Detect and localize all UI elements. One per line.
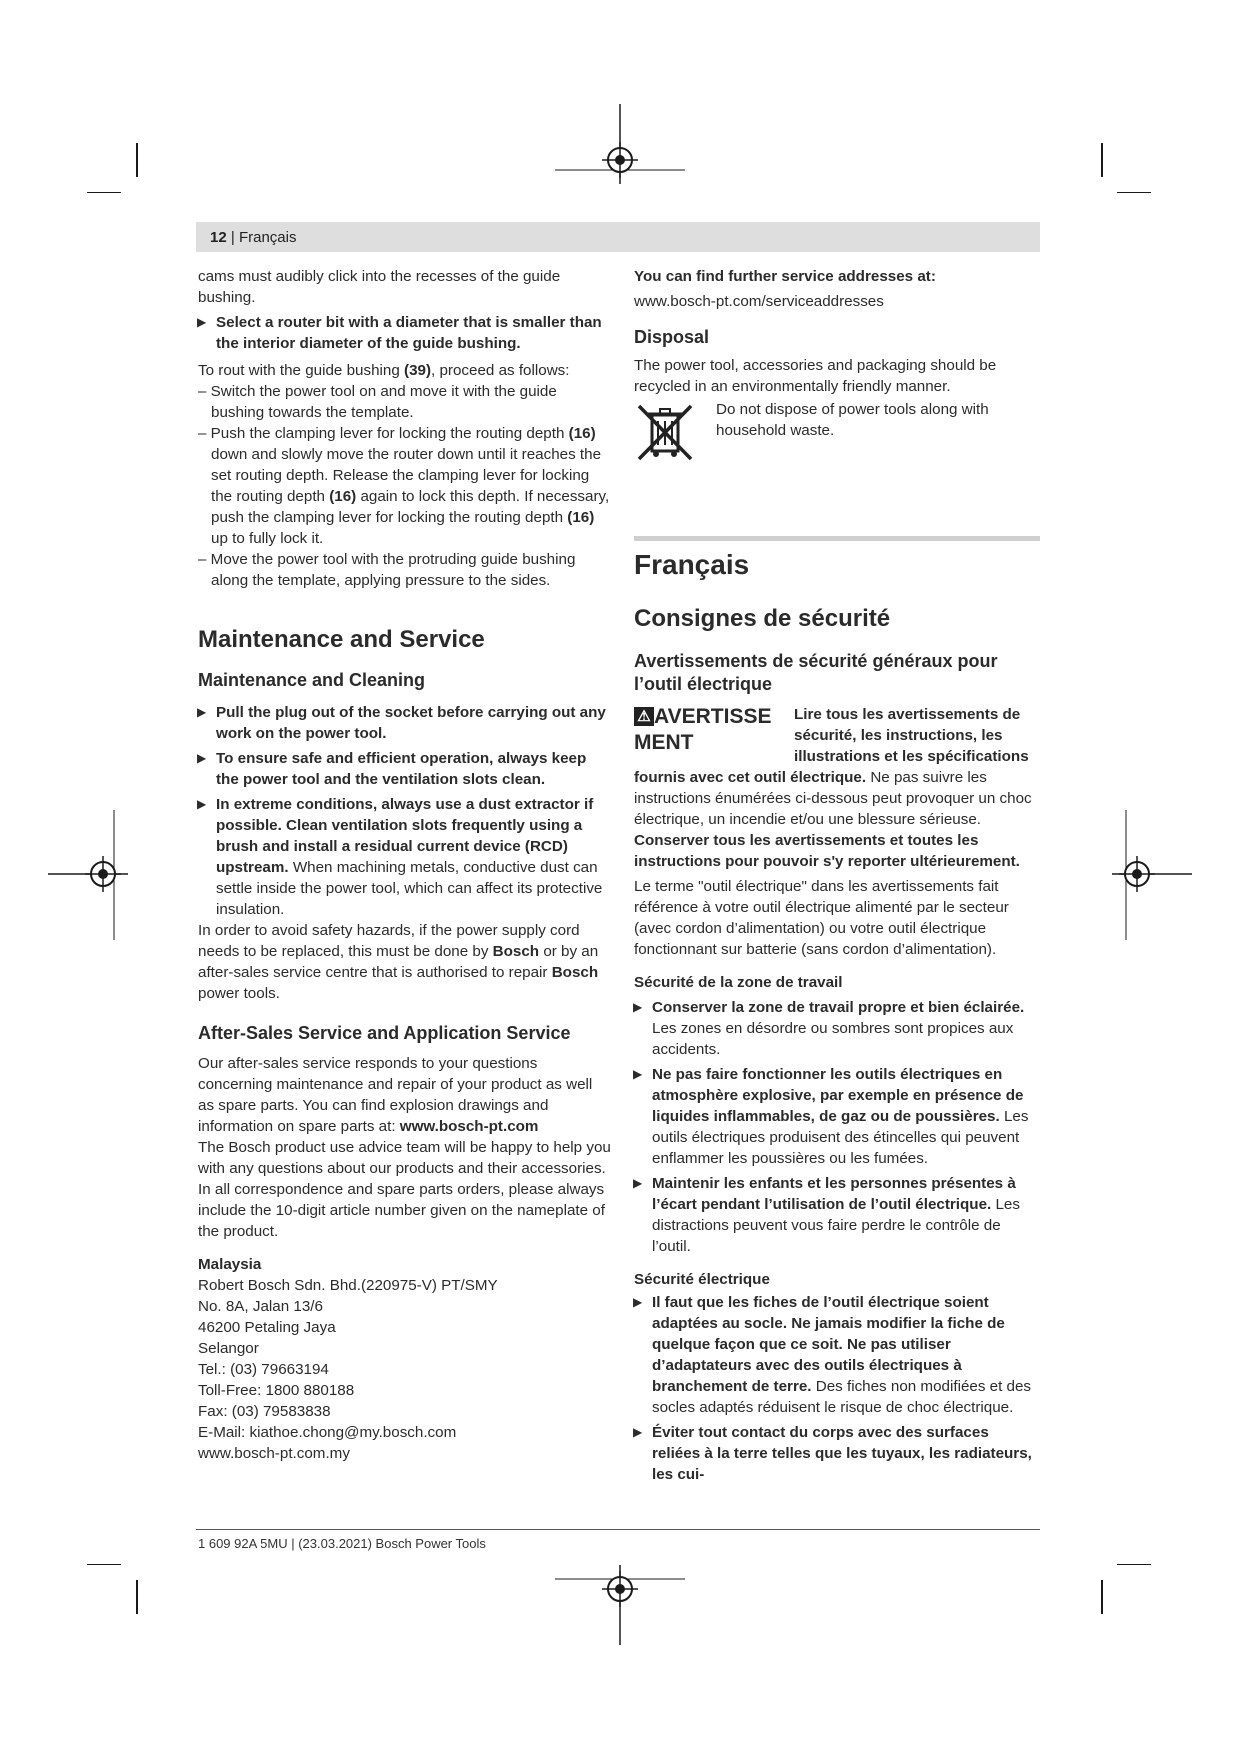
bullet-fiches: ▶ Il faut que les fiches de l’outil électrique soient adaptées au socle. Ne jamais modifier la fiche de quelque façon que ce soit. Ne pas utiliser d’adaptateurs avec des outils électriques à branchement de terre. Des fiches non modifiées et des socles adaptés réduisent le risque de choc électrique. — [633, 1294, 1032, 1416]
registration-mark-left-icon — [48, 810, 128, 940]
bullet-contact-terre: ▶ Éviter tout contact du corps avec des surfaces reliées à la terre telles que les tuyaux, les radiateurs, les cui- — [633, 1424, 1032, 1483]
malaysia-address — [198, 1275, 612, 1464]
bullet-icon: ▶ — [633, 1000, 643, 1014]
bullet-atmosphere: ▶ Ne pas faire fonctionner les outils électriques en atmosphère explosive, par exemple en présence de liquides inflammables, de gaz ou de poussières. Les outils électriques produisent des étincelles qui peuvent enflammer les poussières ou les fumées. — [633, 1066, 1029, 1167]
bullet-keep-clean: ▶ To ensure safe and efficient operation, always keep the power tool and the ventilation slots clean. — [197, 750, 587, 788]
left-column — [198, 266, 612, 1464]
intro-text: cams must audibly click into the recesses of the guide bushing. — [198, 268, 561, 306]
guide-intro: To rout with the guide bushing (39), proceed as follows: — [198, 362, 570, 379]
step-2: – Push the clamping lever for locking the routing depth (16) down and slowly move the router down until it reaches the set routing depth. Release the clamping lever for locking the routing depth (16) again to lock this depth. If necessary, push the clamping lever for locking the routing depth (16) up to fully lock it. — [198, 425, 610, 547]
heading-after-sales: After-Sales Service and Application Service — [198, 1023, 571, 1043]
right-column — [634, 266, 1040, 465]
article-number-text: In all correspondence and spare parts orders, please always include the 10-digit article number given on the nameplate of the product. — [198, 1181, 605, 1240]
cord-replacement-text: In order to avoid safety hazards, if the power supply cord needs to be replaced, this must be done by Bosch or by an after-sales service centre that is authorised to repair Bosch power tools. — [198, 922, 599, 1002]
page-number: 12 — [210, 229, 227, 246]
disposal-text: The power tool, accessories and packaging should be recycled in an environmentally friendly manner. — [634, 357, 997, 395]
bullet-icon: ▶ — [197, 315, 207, 329]
bullet-icon: ▶ — [197, 751, 207, 765]
footer: 1 609 92A 5MU | (23.03.2021) Bosch Power Tools — [198, 1536, 486, 1551]
step-3: – Move the power tool with the protruding guide bushing along the template, applying pressure to the sides. — [198, 551, 576, 589]
address-line: No. 8A, Jalan 13/6 — [198, 1298, 323, 1315]
bullet-zone-propre: ▶ Conserver la zone de travail propre et bien éclairée. Les zones en désordre ou sombres sont propices aux accidents. — [633, 999, 1025, 1058]
footer-rule — [196, 1529, 1040, 1530]
bullet-dust-extractor: ▶ In extreme conditions, always use a dust extractor if possible. Clean ventilation slots frequently using a brush and install a residual current device (RCD) upstream. When machining metals, conductive dust can settle inside the power tool, which can affect its protective insulation. — [197, 796, 603, 918]
warning-block — [634, 704, 1040, 830]
bullet-icon: ▶ — [633, 1425, 643, 1439]
heading-malaysia: Malaysia — [198, 1256, 262, 1273]
keep-instructions-text: Conserver tous les avertissements et toutes les instructions pour pouvoir s'y reporter ultérieurement. — [634, 832, 1020, 870]
bullet-icon: ▶ — [197, 705, 207, 719]
heading-francais: Français — [634, 549, 750, 580]
warning-label: AVERTISSEMENT — [634, 705, 772, 754]
heading-avertissements: Avertissements de sécurité généraux pour l’outil électrique — [634, 651, 998, 694]
bullet-icon: ▶ — [633, 1067, 643, 1081]
warning-label-box — [634, 704, 786, 764]
disposal-icon-text: Do not dispose of power tools along with household waste. — [716, 401, 989, 439]
bullet-icon: ▶ — [197, 797, 207, 811]
heading-zone-travail: Sécurité de la zone de travail — [634, 974, 843, 991]
heading-maintenance-service: Maintenance and Service — [198, 626, 485, 653]
toll-free: Toll-Free: 1800 880188 — [198, 1382, 355, 1399]
bullet-pull-plug: ▶ Pull the plug out of the socket before carrying out any work on the power tool. — [197, 704, 606, 742]
phone: Tel.: (03) 79663194 — [198, 1361, 329, 1378]
disposal-notice — [634, 399, 1040, 465]
after-sales-text: Our after-sales service responds to your questions concerning maintenance and repair of your product as well as spare parts. You can find explosion drawings and information on spare parts at: www.bosch-pt.com — [198, 1055, 593, 1135]
right-column-francais — [634, 548, 1040, 1485]
heading-securite-electrique: Sécurité électrique — [634, 1271, 770, 1288]
page-header — [210, 229, 296, 246]
email-link[interactable]: E-Mail: kiathoe.chong@my.bosch.com — [198, 1424, 457, 1441]
bullet-icon: ▶ — [633, 1295, 643, 1309]
heading-disposal: Disposal — [634, 327, 710, 347]
website-link[interactable]: www.bosch-pt.com.my — [198, 1445, 350, 1462]
step-1: – Switch the power tool on and move it with the guide bushing towards the template. — [198, 383, 557, 421]
header-section: Français — [238, 229, 297, 246]
service-addresses-title: You can find further service addresses at: — [634, 268, 936, 285]
heading-consignes: Consignes de sécurité — [634, 605, 891, 632]
fax: Fax: (03) 79583838 — [198, 1403, 331, 1420]
crossed-bin-icon — [634, 401, 696, 463]
bullet-enfants: ▶ Maintenir les enfants et les personnes présentes à l’écart pendant l’utilisation de l’outil électrique. Les distractions peuvent vous faire perdre le contrôle de l’outil. — [633, 1175, 1020, 1255]
page-header-bar — [196, 222, 1040, 252]
header-separator: | — [230, 229, 235, 246]
advice-team-text: The Bosch product use advice team will be happy to help you with any questions about our products and their accessories. — [198, 1139, 611, 1177]
warning-text: Lire tous les avertissements de sécurité, les instructions, les illustrations et les spécifications fournis avec cet outil électrique. Ne pas suivre les instructions énumérées ci-dessous peut provoquer un choc électrique, un incendie et/ou une blessure sérieuse. — [634, 706, 1032, 828]
registration-mark-bottom-icon — [550, 1565, 690, 1645]
bullet-icon: ▶ — [633, 1176, 643, 1190]
address-line: 46200 Petaling Jaya — [198, 1319, 336, 1336]
bullet-router-bit: ▶ Select a router bit with a diameter that is smaller than the interior diameter of the guide bushing. — [197, 314, 602, 352]
service-addresses-link[interactable]: www.bosch-pt.com/serviceaddresses — [634, 293, 884, 310]
registration-mark-top-icon — [550, 104, 690, 184]
terme-text: Le terme "outil électrique" dans les avertissements fait référence à votre outil électrique alimenté par le secteur (avec cordon d’alimentation) ou votre outil électrique fonctionnant sur batterie (sans cordon d’alimentation). — [634, 878, 1009, 958]
spare-parts-link[interactable]: www.bosch-pt.com — [399, 1118, 539, 1135]
registration-mark-right-icon — [1112, 810, 1192, 940]
section-divider — [634, 536, 1040, 541]
warning-icon: ⚠ — [634, 707, 654, 726]
heading-maintenance-cleaning: Maintenance and Cleaning — [198, 670, 426, 690]
address-line: Selangor — [198, 1340, 259, 1357]
address-line: Robert Bosch Sdn. Bhd.(220975-V) PT/SMY — [198, 1277, 498, 1294]
